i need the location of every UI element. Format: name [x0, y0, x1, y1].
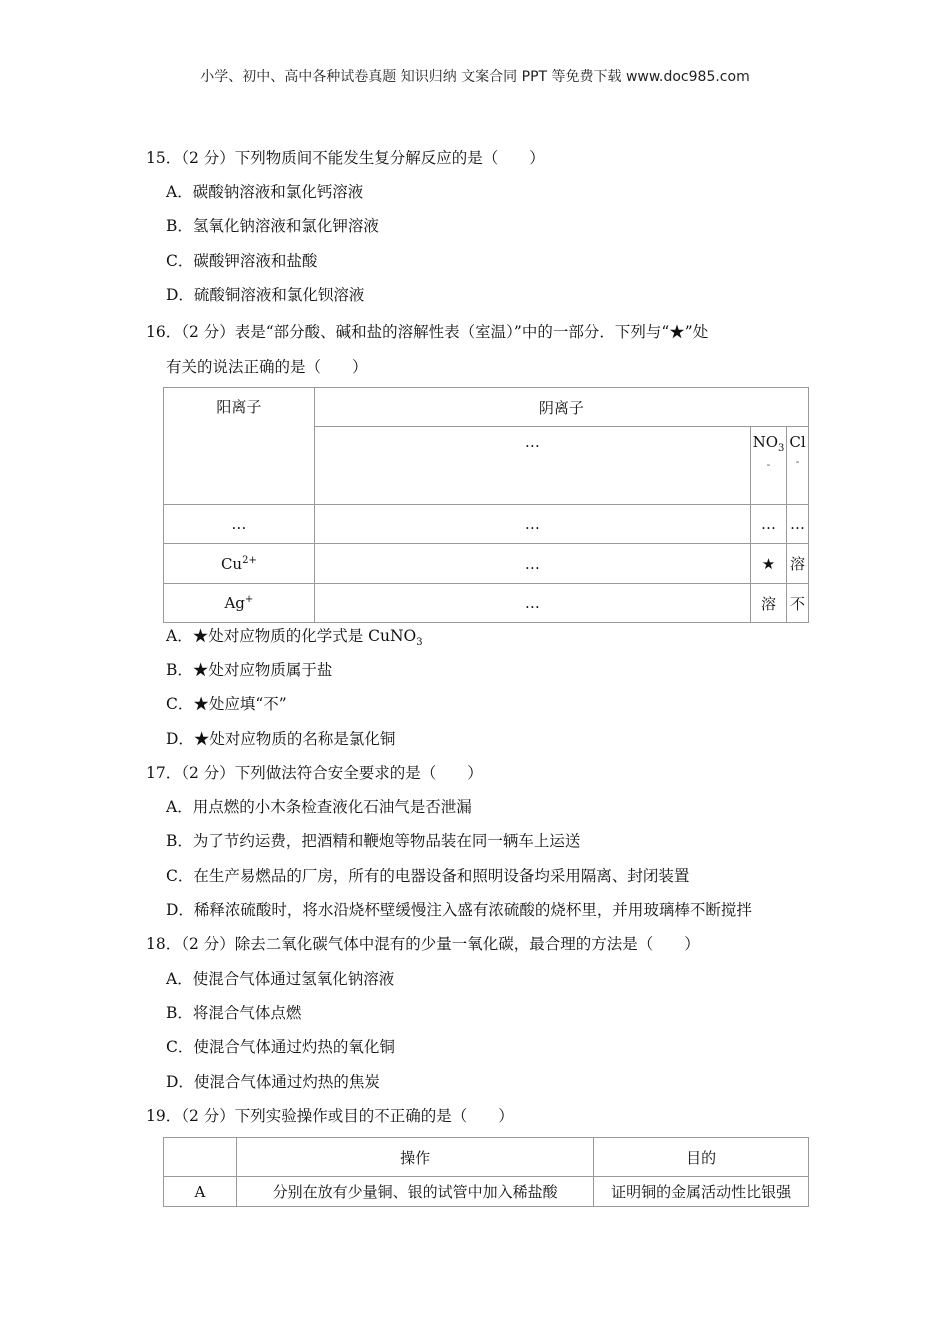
- cation-ellipsis: …: [164, 505, 315, 544]
- blank-header-cell: [164, 1138, 237, 1177]
- cu-cl-cell: 溶: [786, 544, 808, 584]
- q18-option-a: A．使混合气体通过氢氧化钠溶液: [166, 970, 395, 988]
- page-header: 小学、初中、高中各种试卷真题 知识归纳 文案合同 PPT 等免费下载 www.doc985.com: [200, 69, 750, 85]
- anion-ellipsis: …: [314, 427, 750, 505]
- q18-option-c: C．使混合气体通过灼热的氧化铜: [166, 1038, 395, 1056]
- q18-stem: 18．（2 分）除去二氧化碳气体中混有的少量一氧化碳，最合理的方法是（ ）: [146, 935, 700, 953]
- cation-header: 阳离子: [164, 388, 315, 505]
- cl-base: Cl: [789, 433, 806, 451]
- ag-cl-cell: 不: [786, 584, 808, 623]
- ag-no3-cell: 溶: [751, 584, 787, 623]
- q16-option-b: B．★处对应物质属于盐: [166, 661, 333, 679]
- row-a-operation: 分别在放有少量铜、银的试管中加入稀盐酸: [236, 1177, 593, 1207]
- row-a-goal: 证明铜的金属活动性比银强: [594, 1177, 809, 1207]
- ag-cation: [164, 584, 315, 623]
- q19-stem: 19．（2 分）下列实验操作或目的不正确的是（ ）: [146, 1107, 514, 1125]
- cu-cation: [164, 544, 315, 584]
- q15-option-c: C．碳酸钾溶液和盐酸: [166, 252, 318, 270]
- cl-charge: -: [795, 455, 800, 468]
- ag-base: Ag: [224, 594, 245, 612]
- q17-stem: 17．（2 分）下列做法符合安全要求的是（ ）: [146, 764, 483, 782]
- anion-header: 阴离子: [314, 388, 808, 427]
- cell-ellipsis: …: [314, 505, 750, 544]
- star-cell: ★: [751, 544, 787, 584]
- q15-stem: 15．（2 分）下列物质间不能发生复分解反应的是（ ）: [146, 149, 545, 167]
- cu-base: Cu: [220, 554, 243, 573]
- q15-option-d: D．硫酸铜溶液和氯化钡溶液: [166, 286, 365, 304]
- q16-option-c: C．★处应填“不”: [166, 695, 287, 713]
- q16-stem-line2: 有关的说法正确的是（ ）: [166, 358, 368, 376]
- no3-base: NO: [752, 433, 779, 451]
- cl-anion: [786, 427, 808, 505]
- q17-option-c: C．在生产易燃品的厂房，所有的电器设备和照明设备均采用隔离、封闭装置: [166, 867, 690, 885]
- q15-option-a: A．碳酸钠溶液和氯化钙溶液: [166, 183, 364, 201]
- q18-option-b: B．将混合气体点燃: [166, 1004, 302, 1022]
- q17-option-d: D．稀释浓硫酸时，将水沿烧杯壁缓慢注入盛有浓硫酸的烧杯里，并用玻璃棒不断搅拌: [166, 901, 752, 919]
- cu-charge: 2+: [242, 554, 257, 566]
- operation-header: 操作: [236, 1138, 593, 1177]
- q18-option-d: D．使混合气体通过灼热的焦炭: [166, 1073, 380, 1091]
- ag-charge: +: [244, 594, 254, 605]
- q16-stem-line1: 16．（2 分）表是“部分酸、碱和盐的溶解性表（室温）”中的一部分．下列与“★”处: [146, 323, 709, 341]
- no3-subscript: 3: [778, 443, 785, 454]
- solubility-table: [163, 387, 809, 623]
- q17-option-a: A．用点燃的小木条检查液化石油气是否泄漏: [166, 798, 472, 816]
- q17-option-b: B．为了节约运费，把酒精和鞭炮等物品装在同一辆车上运送: [166, 832, 581, 850]
- cell-ellipsis: …: [314, 544, 750, 584]
- cell-ellipsis: …: [786, 505, 808, 544]
- q16-option-a-text: A．★处对应物质的化学式是 CuNO: [166, 627, 417, 645]
- cell-ellipsis: …: [314, 584, 750, 623]
- no3-anion: [751, 427, 787, 505]
- q16-option-a-subscript: 3: [416, 637, 423, 649]
- row-label-a: A: [164, 1177, 237, 1207]
- q16-option-d: D．★处对应物质的名称是氯化铜: [166, 730, 396, 748]
- cell-ellipsis: …: [751, 505, 787, 544]
- experiment-table: [163, 1137, 809, 1207]
- q16-option-a: [166, 626, 423, 653]
- goal-header: 目的: [594, 1138, 809, 1177]
- q15-option-b: B．氢氧化钠溶液和氯化钾溶液: [166, 217, 379, 235]
- no3-charge: -: [766, 458, 771, 471]
